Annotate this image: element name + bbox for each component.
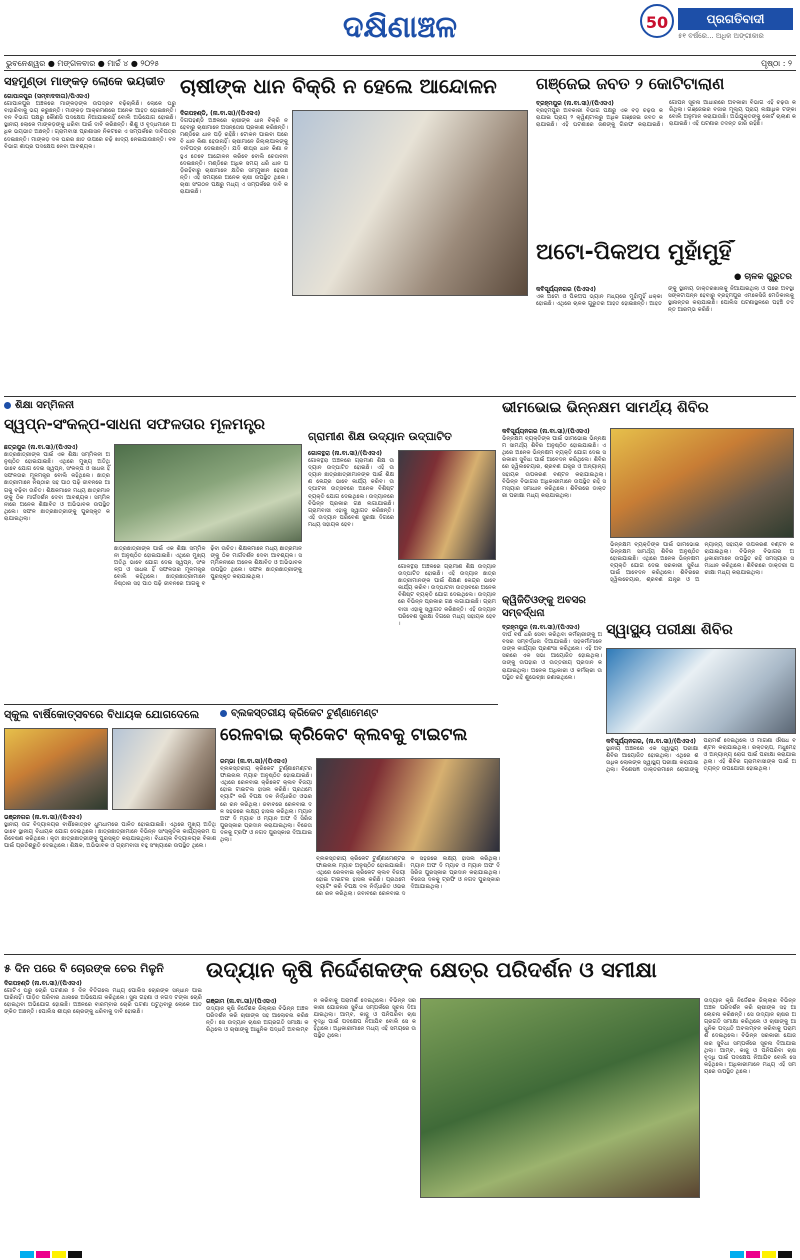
headline: ଅଟୋ-ପିକଅପ ମୁହାଁମୁହିଁ — [536, 240, 732, 265]
article-paddy — [180, 74, 532, 392]
body-text: ଉଦ୍ୟାନ କୃଷି ନିର୍ଦ୍ଦେଶକ ଜିଲ୍ଲାର ବିଭିନ୍ନ ଅଞ୍ଚଳ ପରିଦର୍ଶନ କରି ଚାଷୀଙ୍କ ସହ ଆଲୋଚନା କରିଛନ୍ତି। ସେ ଉଦ୍ୟାନ ଚାଷର ଅଗ୍ରଗତି ସମୀକ୍ଷା କରିଥିଲେ ଓ ଚାଷୀଙ୍କୁ ଆଧୁନିକ ପଦ୍ଧତି ଅବଲମ୍ବନ କରିବାକୁ ପରାମର୍ଶ ଦେଇଥିଲେ। ବିଭିନ୍ନ ସରକାରୀ ଯୋଜନାର ସୁବିଧା ସମ୍ପର୍କରେ ସୂଚନା ଦିଆଯାଇଥିଲା। ଆମ୍ବ, କାଜୁ ଓ ପନିପରିବା ଚାଷ ବୃଦ୍ଧି ପାଇଁ ପଦକ୍ଷେପ ନିଆଯିବ ବୋଲି ସେ କହିଥିଲେ। ଅଧିକାରୀମାନେ ମଧ୍ୟ ଏହି ସମୟରେ ଉପସ୍ଥିତ ଥିଲେ। — [704, 998, 796, 1075]
registration-mark-cyan — [730, 1251, 744, 1258]
kicker-text: ବ୍ଲକସ୍ତରୀୟ କ୍ରିକେଟ ଟୁର୍ଣ୍ଣାମେଣ୍ଟ — [231, 708, 379, 719]
article-body — [536, 100, 796, 228]
body-text: ଦୀର୍ଘ ବର୍ଷ ଧରି ସେବା କରିଥିବା କର୍ମଚାରୀଙ୍କୁ ଅବସର ସମ୍ବର୍ଦ୍ଧନା ଦିଆଯାଇଛି। ସହକର୍ମୀମାନେ ତାଙ୍କ କାର୍ଯ୍ୟର ପ୍ରଶଂସା କରିଥିଲେ। ଏହି ଅବସରରେ ଏକ ସଭା ଆୟୋଜିତ ହୋଇଥିଲା। ତାଙ୍କୁ ଉପହାର ଓ ଉତ୍ତରୀୟ ପ୍ରଦାନ କରାଯାଇଥିଲା। ଅନେକ ଅଧିକାରୀ ଓ କର୍ମଚାରୀ ଉପସ୍ଥିତ ରହି ଶୁଭେଚ୍ଛା ଜଣାଇଥିଲେ। — [502, 632, 602, 681]
body-text: ଗୋପାଳପୁର ଅଞ୍ଚଳରେ ମାଙ୍କଡ଼ଙ୍କ ଉପଦ୍ରବ ବଢ଼ିଚାଲିଛି। ଲୋକେ ଘରୁ ବାହାରିବାକୁ ଭୟ କରୁଛନ୍ତି। ମାଙ୍କଡ଼ ଆକ୍ରମଣରେ ଅନେକ ଆହତ ହୋଇଛନ୍ତି। ବନ ବିଭାଗ ପକ୍ଷରୁ କୌଣସି ପଦକ୍ଷେପ ନିଆଯାଇନାହିଁ ବୋଲି ଅଭିଯୋଗ ହୋଇଛି। ସ୍ଥାନୀୟ ଲୋକେ ମାଙ୍କଡ଼ଙ୍କୁ ଧରିବା ପାଇଁ ଦାବି କରିଛନ୍ତି। ଶିଶୁ ଓ ବୃଦ୍ଧମାନେ ଅଧିକ ଭୟଭୀତ ଅଛନ୍ତି। ଗ୍ରାମବାସୀ ପ୍ରଶାସନ ନିକଟରେ ଏ ସମ୍ପର୍କରେ ଦାବିପତ୍ର ଦେଇଛନ୍ତି। ମାଙ୍କଡ଼ ଦଳ ଘରର ଛାତ ଉପରେ ଚଢ଼ି ଖାଦ୍ୟ ନେଇଯାଉଛନ୍ତି। ବନ ବିଭାଗ ଶୀଘ୍ର ପଦକ୍ଷେପ ନେବା ଆବଶ୍ୟକ। — [4, 101, 176, 150]
body-text: ଗୋଳନ୍ଥରା ଅଞ୍ଚଳରେ ଗ୍ରାମୀଣ ଶିକ୍ଷ ଉଦ୍ୟାନ ଉଦ୍‌ଘାଟିତ ହୋଇଛି। ଏହି ଉଦ୍ୟାନ ଛାତ୍ରଛାତ୍ରୀମାନଙ୍କ ପାଇଁ ଶିକ୍ଷଣ କେନ୍ଦ୍ର ଭାବେ କାର୍ଯ୍ୟ କରିବ। ଉଦ୍‌ଘାଟନୀ ଉତ୍ସବରେ ଅନେକ ବିଶିଷ୍ଟ ବ୍ୟକ୍ତି ଯୋଗ ଦେଇଥିଲେ। ଉଦ୍ୟାନରେ ବିଭିନ୍ନ ପ୍ରକାର ଗଛ ଲଗାଯାଇଛି। ଗ୍ରାମବାସୀ ଏହାକୁ ସ୍ୱାଗତ କରିଛନ୍ତି। ଏହି ଉଦ୍ୟାନ ପରିବେଶ ସୁରକ୍ଷା ଦିଗରେ ମଧ୍ୟ ସହାୟକ ହେବ। — [398, 564, 496, 627]
article-garden-inauguration — [308, 430, 498, 700]
article-body — [536, 286, 794, 390]
article-body-continued — [704, 998, 796, 1246]
bullet-icon — [220, 710, 227, 717]
registration-mark-yellow — [762, 1251, 776, 1258]
byline: ଦିଗପହଣ୍ଡି, (ନା.ବା.ସା)/(ପିଏସଏ) — [180, 110, 261, 117]
registration-mark-black — [68, 1251, 82, 1258]
brand-tagline: ୫୧ ବର୍ଷରେ... ଅଧିକ ଅଙ୍ଗୀକାର — [678, 32, 764, 40]
kicker — [220, 708, 600, 719]
headline: ସ୍ୱପ୍ନ-ସଂକଳ୍ପ-ସାଧନା ସଫଳତାର ମୂଳମନ୍ତ୍ର — [4, 415, 266, 433]
byline: ଗଞ୍ଜାମ (ନା.ବା.ସା)/(ପିଏସଏ) — [206, 998, 277, 1005]
photo-camp-participants — [610, 428, 794, 538]
article-body — [180, 110, 288, 388]
article-body-continued — [610, 542, 794, 588]
byline: ବ୍ରହ୍ମପୁର (ନା.ବା.ସା)/(ପିଏସଏ) — [536, 100, 614, 107]
dateline: ଭୁବନେଶ୍ୱର ● ମଙ୍ଗଳବାର ● ମାର୍ଚ୍ଚ ୪ ● ୨୦୨୫ — [6, 59, 160, 68]
byline: ଗୋପାଳପୁର (ସମ୍ବାଦଦାତା)/ପିଏସଏ) — [4, 93, 90, 100]
headline: ଗ୍ରାମୀଣ ଶିକ୍ଷ ଉଦ୍ୟାନ ଉଦ୍‌ଘାଟିତ — [308, 430, 452, 443]
article-health-camp — [606, 622, 796, 892]
article-education-conference — [4, 400, 304, 700]
body-text: ଭିନ୍ନକ୍ଷମ ବ୍ୟକ୍ତିଙ୍କ ପାଇଁ ଭୀମଭୋଇ ଭିନ୍ନକ୍ଷମ ସାମର୍ଥ୍ୟ ଶିବିର ଅନୁଷ୍ଠିତ ହୋଇଯାଇଛି। ଏଥିରେ ଅନେକ ଭିନ୍ନକ୍ଷମ ବ୍ୟକ୍ତି ଯୋଗ ଦେଇ ସରକାରୀ ସୁବିଧା ପାଇଁ ଆବେଦନ କରିଥିଲେ। ଶିବିରରେ ହ୍ୱିଲଚେୟାର, ଶ୍ରବଣ ଯନ୍ତ୍ର ଓ ଅନ୍ୟାନ୍ୟ ସହାୟକ ଉପକରଣ ବଣ୍ଟନ କରାଯାଇଥିଲା। ବିଭିନ୍ନ ବିଭାଗର ଅଧିକାରୀମାନେ ଉପସ୍ଥିତ ରହି ସମସ୍ୟାର ସମାଧାନ କରିଥିଲେ। ଶିବିରରେ ଡାକ୍ତରୀ ପରୀକ୍ଷା ମଧ୍ୟ କରାଯାଇଥିଲା। — [502, 436, 606, 499]
article-body — [4, 93, 176, 383]
brand-name: ପ୍ରଗତିବାଦୀ — [678, 8, 793, 30]
photo-stage-speakers — [114, 444, 302, 542]
article-body — [308, 450, 394, 698]
byline: ରମ୍ଭା (ନା.ବା.ସା)/(ପିଏସଏ) — [220, 758, 288, 765]
body-text: ଗୋଟିଏ ଘରୁ ଚୋରି ଘଟଣାର ୫ ଦିନ ବିତିଗଲେ ମଧ୍ୟ ପୋଲିସ ଚୋରଙ୍କ ସନ୍ଧାନ ପାଇପାରିନାହିଁ। ପୀଡ଼ିତ ପରିବାର ଥାନାରେ ଅଭିଯୋଗ କରିଥିଲେ। ସୁନା ଗହଣା ଓ ନଗଦ ଟଙ୍କା ଚୋରି ହୋଇଥିବା ଅଭିଯୋଗ ହୋଇଛି। ଅଞ୍ଚଳରେ ବାରମ୍ବାର ଚୋରି ଘଟଣା ଘଟୁଥିବାରୁ ଲୋକେ ଆତଙ୍କିତ ଅଛନ୍ତି। ପୋଲିସ ଶୀଘ୍ର ଚୋରଙ୍କୁ ଧରିବାକୁ ଦାବି ହୋଇଛି। — [4, 988, 202, 1016]
bullet-icon — [4, 402, 11, 409]
article-body-continued — [316, 856, 500, 948]
registration-mark-cyan — [20, 1251, 34, 1258]
body-text: ଛାତ୍ରଛାତ୍ରୀଙ୍କ ପାଇଁ ଏକ ଶିକ୍ଷା ସମ୍ମିଳନୀ ଅନୁଷ୍ଠିତ ହୋଇଯାଇଛି। ଏଥିରେ ମୁଖ୍ୟ ଅତିଥି ଭାବେ ଯୋଗ ଦେଇ ସ୍ୱପ୍ନ, ସଂକଳ୍ପ ଓ ସାଧନା ହିଁ ସଫଳତାର ମୂଳମନ୍ତ୍ର ବୋଲି କହିଥିଲେ। ଛାତ୍ରଛାତ୍ରୀମାନେ ନିଷ୍ଠାର ସହ ପାଠ ପଢ଼ି ଜୀବନରେ ଆଗକୁ ବଢ଼ିବା ଉଚିତ। ଶିକ୍ଷକମାନେ ମଧ୍ୟ ଛାତ୍ରମାନଙ୍କୁ ଠିକ ମାର୍ଗଦର୍ଶନ ଦେବା ଆବଶ୍ୟକ। ସମ୍ମିଳନୀରେ ଅନେକ ଶିକ୍ଷାବିତ ଓ ଅଭିଭାବକ ଉପସ୍ଥିତ ଥିଲେ। ସଫଳ ଛାତ୍ରଛାତ୍ରୀଙ୍କୁ ପୁରସ୍କୃତ କରାଯାଇଥିଲା। — [4, 452, 110, 522]
headline: ଚାଷୀଙ୍କ ଧାନ ବିକ୍ରି ନ ହେଲେ ଆନ୍ଦୋଳନ — [180, 74, 497, 98]
article-body — [220, 758, 312, 948]
body-text: ଦିଗପହଣ୍ଡି ଅଞ୍ଚଳରେ ଚାଷୀଙ୍କ ଧାନ ବିକ୍ରି ନ ହେବାରୁ ଚାଷୀମାନେ ଅସନ୍ତୋଷ ପ୍ରକାଶ କରିଛନ୍ତି। ମଣ୍ଡିରେ ଧାନ ପଡ଼ି ରହିଛି। ଟୋକନ ପାଇବା ପରେ ବି ଧାନ କିଣା ହେଉନାହିଁ। ଚାଷୀମାନେ ଜିଲ୍ଲାପାଳଙ୍କୁ ଦାବିପତ୍ର ଦେଇଛନ୍ତି। ଯଦି ଶୀଘ୍ର ଧାନ କିଣା ନ ହୁଏ ତେବେ ଆନ୍ଦୋଳନ କରିବେ ବୋଲି ଚେତାବନୀ ଦେଇଛନ୍ତି। ମଣ୍ଡିରେ ଅଧିକ ସମୟ ଧରି ଧାନ ପଡ଼ିରହିବାରୁ ଚାଷୀମାନେ କ୍ଷତିର ସମ୍ମୁଖୀନ ହେଉଛନ୍ତି। ଏହି ସମୟରେ ଅନେକ ଚାଷୀ ଉପସ୍ଥିତ ଥିଲେ। ଚାଷୀ ସଂଗଠନ ପକ୍ଷରୁ ମଧ୍ୟ ଏ ସମ୍ପର୍କରେ ଦାବି କରାଯାଇଛି। — [180, 118, 288, 196]
body-text: ଏକ ଅଟୋ ଓ ପିକଅପ ଭ୍ୟାନ ମଧ୍ୟରେ ମୁହାଁମୁହିଁ ଧକ୍କା ହୋଇଛି। ଏଥିରେ ଚାଳକ ଗୁରୁତର ଆହତ ହୋଇଛନ୍ତି। ଆହତଙ୍କୁ ସ୍ଥାନୀୟ ଡାକ୍ତରଖାନାକୁ ନିଆଯାଇଥିଲା ଓ ପରେ ଅବସ୍ଥା ସଙ୍କଟାପନ୍ନ ହେବାରୁ ବ୍ରହ୍ମପୁର ଏମକେସିଜି ମେଡିକାଲକୁ ସ୍ଥାନାନ୍ତର କରାଯାଇଛି। ପୋଲିସ ଘଟଣାସ୍ଥଳରେ ପହଞ୍ଚି ତଦନ୍ତ ଆରମ୍ଭ କରିଛି। — [536, 286, 794, 314]
headline: କ୍ୱିଜିତିଓଙ୍କୁ ଅବସର ସମ୍ବର୍ଦ୍ଧନା — [502, 595, 586, 619]
headline: ଉଦ୍ୟାନ କୃଷି ନିର୍ଦ୍ଦେଶକଙ୍କ କ୍ଷେତ୍ର ପରିଦର୍ଶନ ଓ ସମୀକ୍ଷା — [206, 958, 657, 982]
body-text: ଗୋଳନ୍ଥରା ଅଞ୍ଚଳରେ ଗ୍ରାମୀଣ ଶିକ୍ଷ ଉଦ୍ୟାନ ଉଦ୍‌ଘାଟିତ ହୋଇଛି। ଏହି ଉଦ୍ୟାନ ଛାତ୍ରଛାତ୍ରୀମାନଙ୍କ ପାଇଁ ଶିକ୍ଷଣ କେନ୍ଦ୍ର ଭାବେ କାର୍ଯ୍ୟ କରିବ। ଉଦ୍‌ଘାଟନୀ ଉତ୍ସବରେ ଅନେକ ବିଶିଷ୍ଟ ବ୍ୟକ୍ତି ଯୋଗ ଦେଇଥିଲେ। ଉଦ୍ୟାନରେ ବିଭିନ୍ନ ପ୍ରକାର ଗଛ ଲଗାଯାଇଛି। ଗ୍ରାମବାସୀ ଏହାକୁ ସ୍ୱାଗତ କରିଛନ୍ତି। ଏହି ଉଦ୍ୟାନ ପରିବେଶ ସୁରକ୍ଷା ଦିଗରେ ମଧ୍ୟ ସହାୟକ ହେବ। — [308, 458, 394, 528]
kicker-text: ଶିକ୍ଷା ସମ୍ମିଳନୀ — [15, 400, 75, 411]
headline: ସ୍କୁଲ ବାର୍ଷିକୋତ୍ସବରେ ବିଧାୟକ ଯୋଗଦେଲେ — [4, 708, 200, 721]
photo-inauguration-plaque — [398, 450, 496, 560]
article-body — [4, 980, 202, 1242]
body-text: ସ୍ଥାନୀୟ ଅଞ୍ଚଳରେ ଏକ ସ୍ୱାସ୍ଥ୍ୟ ପରୀକ୍ଷା ଶିବିର ଆୟୋଜିତ ହୋଇଥିଲା। ଏଥିରେ ଶତାଧିକ ଲୋକଙ୍କ ସ୍ୱାସ୍ଥ୍ୟ ପରୀକ୍ଷା କରାଯାଇଥିଲା। ବିଶେଷଜ୍ଞ ଡାକ୍ତରମାନେ ରୋଗୀଙ୍କୁ ପରାମର୍ଶ ଦେଇଥିଲେ ଓ ମାଗଣା ଔଷଧ ବଣ୍ଟନ କରାଯାଇଥିଲା। ରକ୍ତଚାପ, ମଧୁମେହ ଓ ଅନ୍ୟାନ୍ୟ ରୋଗ ପାଇଁ ପରୀକ୍ଷା କରାଯାଇଥିଲା। ଏହି ଶିବିର ଗ୍ରାମବାସୀଙ୍କ ପାଇଁ ଅତ୍ୟନ୍ତ ଉପଯୋଗୀ ହୋଇଥିଲା। — [606, 738, 796, 774]
section-title: ଦକ୍ଷିଣାଞ୍ଚଳ — [342, 10, 458, 45]
body-text: ଛାତ୍ରଛାତ୍ରୀଙ୍କ ପାଇଁ ଏକ ଶିକ୍ଷା ସମ୍ମିଳନୀ ଅନୁଷ୍ଠିତ ହୋଇଯାଇଛି। ଏଥିରେ ମୁଖ୍ୟ ଅତିଥି ଭାବେ ଯୋଗ ଦେଇ ସ୍ୱପ୍ନ, ସଂକଳ୍ପ ଓ ସାଧନା ହିଁ ସଫଳତାର ମୂଳମନ୍ତ୍ର ବୋଲି କହିଥିଲେ। ଛାତ୍ରଛାତ୍ରୀମାନେ ନିଷ୍ଠାର ସହ ପାଠ ପଢ଼ି ଜୀବନରେ ଆଗକୁ ବଢ଼ିବା ଉଚିତ। ଶିକ୍ଷକମାନେ ମଧ୍ୟ ଛାତ୍ରମାନଙ୍କୁ ଠିକ ମାର୍ଗଦର୍ଶନ ଦେବା ଆବଶ୍ୟକ। ସମ୍ମିଳନୀରେ ଅନେକ ଶିକ୍ଷାବିତ ଓ ଅଭିଭାବକ ଉପସ୍ଥିତ ଥିଲେ। ସଫଳ ଛାତ୍ରଛାତ୍ରୀଙ୍କୁ ପୁରସ୍କୃତ କରାଯାଇଥିଲା। — [114, 546, 302, 588]
byline: କବିସୂର୍ଯ୍ୟନଗର (ନା.ବା.ସା)/(ପିଏସଏ) — [502, 428, 590, 435]
byline: ଗୋଳନ୍ଥରା (ନା.ବା.ସା)/(ପିଏସଏ) — [308, 450, 383, 457]
article-body — [4, 444, 110, 696]
headline: ଭୀମଭୋଇ ଭିନ୍ନକ୍ଷମ ସାମର୍ଥ୍ୟ ଶିବିର — [502, 400, 709, 416]
dateline-divider — [4, 70, 796, 71]
registration-mark-black — [778, 1251, 792, 1258]
article-school-annual-day — [4, 708, 216, 950]
body-text: ବ୍ରହ୍ମପୁର ଅବକାରୀ ବିଭାଗ ପକ୍ଷରୁ ଏକ ବଡ଼ ଚଢ଼ଉ କରାଯାଇ ପ୍ରାୟ ୨ କ୍ୱିଣ୍ଟାଲରୁ ଅଧିକ ଗଞ୍ଜେଇ ଜବତ କରାଯାଇଛି। ଏହି ଘଟଣାରେ ଜଣଙ୍କୁ ଗିରଫ କରାଯାଇଛି। ଗୋପନ ସୂଚନା ଆଧାରରେ ଅବକାରୀ ବିଭାଗ ଏହି ଚଢ଼ଉ କରିଥିଲା। ଗଞ୍ଜେଇର ବଜାର ମୂଲ୍ୟ ପ୍ରାୟ ଲକ୍ଷାଧିକ ଟଙ୍କା ବୋଲି ଅନୁମାନ କରାଯାଉଛି। ଅଭିଯୁକ୍ତଙ୍କୁ କୋର୍ଟ ଚାଲାଣ କରାଯାଇଛି। ଏହି ଘଟଣାର ତଦନ୍ତ ଜାରି ରହିଛି। — [536, 100, 796, 129]
article-body — [4, 814, 216, 948]
article-auto-pickup — [536, 240, 796, 392]
photo-field-visit — [420, 998, 700, 1198]
registration-mark-magenta — [746, 1251, 760, 1258]
body-text: ଭିନ୍ନକ୍ଷମ ବ୍ୟକ୍ତିଙ୍କ ପାଇଁ ଭୀମଭୋଇ ଭିନ୍ନକ୍ଷମ ସାମର୍ଥ୍ୟ ଶିବିର ଅନୁଷ୍ଠିତ ହୋଇଯାଇଛି। ଏଥିରେ ଅନେକ ଭିନ୍ନକ୍ଷମ ବ୍ୟକ୍ତି ଯୋଗ ଦେଇ ସରକାରୀ ସୁବିଧା ପାଇଁ ଆବେଦନ କରିଥିଲେ। ଶିବିରରେ ହ୍ୱିଲଚେୟାର, ଶ୍ରବଣ ଯନ୍ତ୍ର ଓ ଅନ୍ୟାନ୍ୟ ସହାୟକ ଉପକରଣ ବଣ୍ଟନ କରାଯାଇଥିଲା। ବିଭିନ୍ନ ବିଭାଗର ଅଧିକାରୀମାନେ ଉପସ୍ଥିତ ରହି ସମସ୍ୟାର ସମାଧାନ କରିଥିଲେ। ଶିବିରରେ ଡାକ୍ତରୀ ପରୀକ୍ଷା ମଧ୍ୟ କରାଯାଇଥିଲା। — [610, 542, 794, 584]
byline: ଦିଗପହଣ୍ଡି (ନା.ବା.ସା)/(ପିଏସଏ) — [4, 980, 82, 987]
section-divider — [4, 954, 796, 955]
body-text: ଉଦ୍ୟାନ କୃଷି ନିର୍ଦ୍ଦେଶକ ଜିଲ୍ଲାର ବିଭିନ୍ନ ଅଞ୍ଚଳ ପରିଦର୍ଶନ କରି ଚାଷୀଙ୍କ ସହ ଆଲୋଚନା କରିଛନ୍ତି। ସେ ଉଦ୍ୟାନ ଚାଷର ଅଗ୍ରଗତି ସମୀକ୍ଷା କରିଥିଲେ ଓ ଚାଷୀଙ୍କୁ ଆଧୁନିକ ପଦ୍ଧତି ଅବଲମ୍ବନ କରିବାକୁ ପରାମର୍ଶ ଦେଇଥିଲେ। ବିଭିନ୍ନ ସରକାରୀ ଯୋଜନାର ସୁବିଧା ସମ୍ପର୍କରେ ସୂଚନା ଦିଆଯାଇଥିଲା। ଆମ୍ବ, କାଜୁ ଓ ପନିପରିବା ଚାଷ ବୃଦ୍ଧି ପାଇଁ ପଦକ୍ଷେପ ନିଆଯିବ ବୋଲି ସେ କହିଥିଲେ। ଅଧିକାରୀମାନେ ମଧ୍ୟ ଏହି ସମୟରେ ଉପସ୍ଥିତ ଥିଲେ। — [206, 998, 416, 1040]
headline: ଗଞ୍ଜେଇ ଜବତ ୨ କୋଟିଟାଲାଣ — [536, 74, 725, 93]
article-disability-camp — [502, 400, 796, 590]
body-text: ବ୍ଲକସ୍ତରୀୟ କ୍ରିକେଟ ଟୁର୍ଣ୍ଣାମେଣ୍ଟର ଫାଇନାଲ ମ୍ୟାଚ ଅନୁଷ୍ଠିତ ହୋଇଯାଇଛି। ଏଥିରେ ରେଳବାଇ କ୍ରିକେଟ କ୍ଲବ ବିଜୟୀ ହୋଇ ଟାଇଟଲ ହାସଲ କରିଛି। ପ୍ରଥମେ ବ୍ୟାଟିଂ କରି ବିପକ୍ଷ ଦଳ ନିର୍ଦ୍ଧାରିତ ଓଭରରେ ରନ କରିଥିଲା। ଜବାବରେ ରେଳବାଇ ଦଳ ସହଜରେ ଲକ୍ଷ୍ୟ ହାସଲ କରିଥିଲା। ମ୍ୟାନ ଅଫ ଦି ମ୍ୟାଚ ଓ ମ୍ୟାନ ଅଫ ଦି ସିରିଜ ପୁରସ୍କାର ପ୍ରଦାନ କରାଯାଇଥିଲା। ବିଜେତା ଦଳକୁ ଟ୍ରଫି ଓ ନଗଦ ପୁରସ୍କାର ଦିଆଯାଇଥିଲା। — [220, 766, 312, 844]
byline: ବ୍ରହ୍ମପୁର (ନା.ବା.ସା)/(ପିଏସଏ) — [502, 624, 580, 631]
article-body — [606, 738, 796, 888]
article-ganja-seized — [536, 74, 796, 234]
headline: ୫ ଦିନ ପରେ ବି ଚୋରଙ୍କ ଚେର ମିଳୁନି — [4, 962, 164, 975]
photo-health-camp — [606, 648, 796, 734]
photo-cricket-team — [316, 758, 500, 852]
article-body-continued — [398, 564, 496, 698]
headline: ସହମୁଣ୍ଡା ମାଙ୍କଡ଼ ଲୋକେ ଭୟଭୀତ — [4, 74, 165, 88]
headline: ସ୍ୱାସ୍ଥ୍ୟ ପରୀକ୍ଷା ଶିବିର — [606, 622, 733, 638]
photo-annual-day-2 — [112, 728, 216, 810]
registration-mark-yellow — [52, 1251, 66, 1258]
article-body-continued — [114, 546, 302, 696]
article-cricket-title — [220, 708, 600, 950]
body-text: ବ୍ଲକସ୍ତରୀୟ କ୍ରିକେଟ ଟୁର୍ଣ୍ଣାମେଣ୍ଟର ଫାଇନାଲ ମ୍ୟାଚ ଅନୁଷ୍ଠିତ ହୋଇଯାଇଛି। ଏଥିରେ ରେଳବାଇ କ୍ରିକେଟ କ୍ଲବ ବିଜୟୀ ହୋଇ ଟାଇଟଲ ହାସଲ କରିଛି। ପ୍ରଥମେ ବ୍ୟାଟିଂ କରି ବିପକ୍ଷ ଦଳ ନିର୍ଦ୍ଧାରିତ ଓଭରରେ ରନ କରିଥିଲା। ଜବାବରେ ରେଳବାଇ ଦଳ ସହଜରେ ଲକ୍ଷ୍ୟ ହାସଲ କରିଥିଲା। ମ୍ୟାନ ଅଫ ଦି ମ୍ୟାଚ ଓ ମ୍ୟାନ ଅଫ ଦି ସିରିଜ ପୁରସ୍କାର ପ୍ରଦାନ କରାଯାଇଥିଲା। ବିଜେତା ଦଳକୁ ଟ୍ରଫି ଓ ନଗଦ ପୁରସ୍କାର ଦିଆଯାଇଥିଲା। — [316, 856, 500, 898]
body-text: ସ୍ଥାନୀୟ ଉଚ୍ଚ ବିଦ୍ୟାଳୟର ବାର୍ଷିକୋତ୍ସବ ଧୁମଧାମରେ ପାଳିତ ହୋଇଯାଇଛି। ଏଥିରେ ମୁଖ୍ୟ ଅତିଥି ଭାବେ ସ୍ଥାନୀୟ ବିଧାୟକ ଯୋଗ ଦେଇଥିଲେ। ଛାତ୍ରଛାତ୍ରୀମାନେ ବିଭିନ୍ନ ସାଂସ୍କୃତିକ କାର୍ଯ୍ୟକ୍ରମ ପରିବେଷଣ କରିଥିଲେ। କୃତୀ ଛାତ୍ରଛାତ୍ରୀଙ୍କୁ ପୁରସ୍କୃତ କରାଯାଇଥିଲା। ବିଧାୟକ ବିଦ୍ୟାଳୟର ବିକାଶ ପାଇଁ ପ୍ରତିଶ୍ରୁତି ଦେଇଥିଲେ। ଶିକ୍ଷକ, ଅଭିଭାବକ ଓ ଗ୍ରାମବାସୀ ବହୁ ସଂଖ୍ୟାରେ ଉପସ୍ଥିତ ଥିଲେ। — [4, 822, 216, 850]
byline: ଭଞ୍ଜନଗର (ନା.ବା.ସା)/(ପିଏସଏ) — [4, 814, 83, 821]
byline: କବିସୂର୍ଯ୍ୟନଗର, (ନା.ବା.ସା)/(ପିଏସଏ) — [606, 738, 697, 745]
masthead-divider — [4, 55, 796, 56]
registration-mark-magenta — [36, 1251, 50, 1258]
article-body — [502, 428, 606, 588]
article-theft — [4, 962, 202, 1250]
anniversary-badge: 50 — [640, 4, 674, 38]
newspaper-logo — [640, 4, 795, 48]
article-horticulture-visit — [206, 958, 796, 1250]
page-number: ପୃଷ୍ଠା : ୨ — [761, 59, 792, 68]
section-divider — [4, 704, 498, 705]
subhead: ● ଚାଳକ ଗୁରୁତର — [733, 272, 792, 282]
headline: ରେଳବାଇ କ୍ରିକେଟ କ୍ଲବକୁ ଟାଇଟଲ — [220, 725, 468, 745]
kicker — [4, 400, 304, 411]
article-body — [206, 998, 416, 1246]
photo-annual-day-1 — [4, 728, 108, 810]
byline: ଛତ୍ରପୁର (ନା.ବା.ସା)/(ପିଏସଏ) — [4, 444, 78, 451]
article-monkeys — [4, 74, 176, 392]
byline: କବିସୂର୍ଯ୍ୟନଗର (ପିଏସଏ) — [536, 286, 596, 293]
photo-officer-desk — [292, 110, 528, 296]
section-divider — [4, 396, 796, 397]
